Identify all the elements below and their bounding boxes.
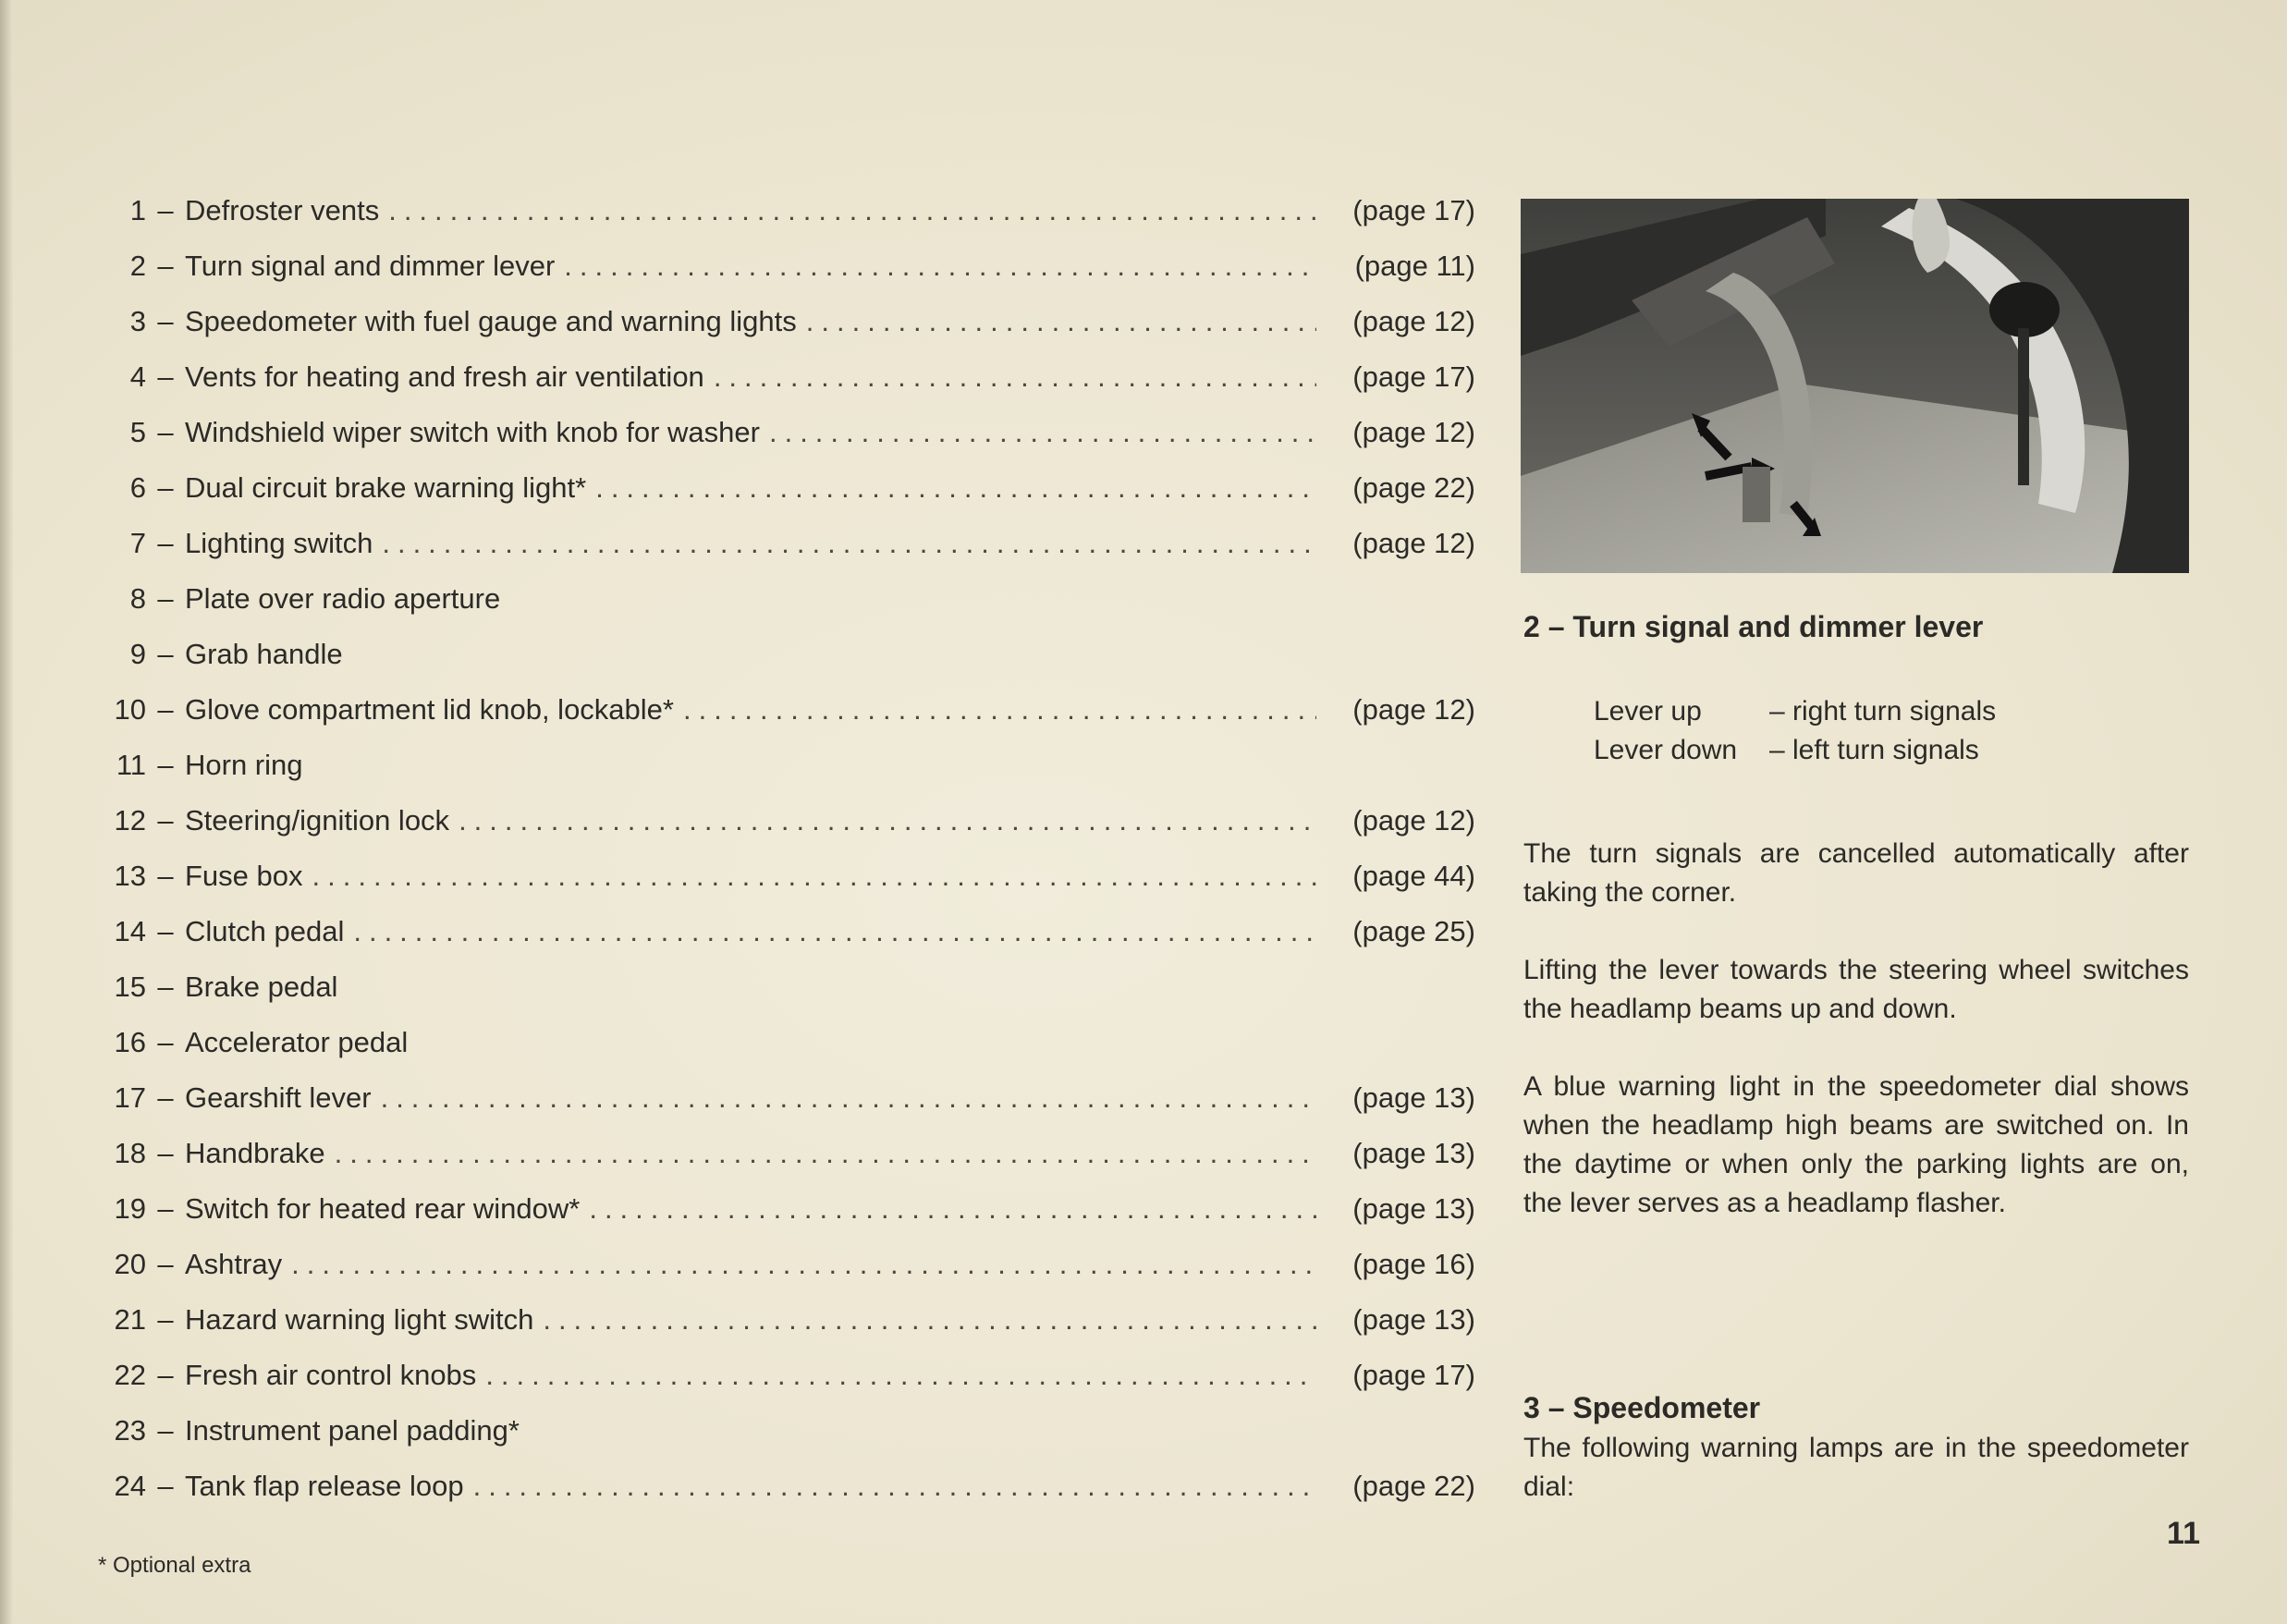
toc-leader-dots <box>769 416 1316 449</box>
toc-leader-dots <box>714 360 1316 394</box>
toc-page-reference: (page 17) <box>1352 1359 1475 1391</box>
toc-item-label: Steering/ignition lock <box>185 804 450 836</box>
toc-item-number: 24 <box>114 1470 146 1502</box>
toc-dash: – <box>157 638 174 670</box>
toc-item-label: Handbrake <box>185 1137 325 1169</box>
toc-item-label: Fresh air control knobs <box>185 1359 477 1391</box>
toc-item-number: 3 <box>129 305 146 337</box>
toc-item-label: Defroster vents <box>185 194 380 226</box>
lever-row-up <box>1594 692 2189 731</box>
toc-row <box>89 1470 1475 1525</box>
toc-row <box>89 1026 1475 1081</box>
toc-item-number: 1 <box>129 194 146 226</box>
toc-page-reference: (page 17) <box>1352 194 1475 226</box>
toc-row <box>89 305 1475 360</box>
toc-page-reference: (page 12) <box>1352 305 1475 337</box>
speedometer-heading: 3 – Speedometer <box>1523 1391 1761 1424</box>
toc-leader-dots <box>473 1470 1316 1503</box>
page-number: 11 <box>2167 1516 2200 1551</box>
toc-dash: – <box>157 1414 174 1447</box>
toc-item-label: Accelerator pedal <box>185 1026 409 1058</box>
toc-page-reference: (page 13) <box>1352 1081 1475 1114</box>
toc-leader-dots <box>353 915 1316 948</box>
toc-row <box>89 1192 1475 1248</box>
toc-page-reference: (page 13) <box>1352 1303 1475 1336</box>
toc-leader-dots <box>595 471 1316 505</box>
toc-item-label: Tank flap release loop <box>185 1470 464 1502</box>
toc-item-number: 16 <box>114 1026 146 1058</box>
toc-item-number: 19 <box>114 1192 146 1225</box>
toc-leader-dots <box>459 804 1316 837</box>
toc-leader-dots <box>312 860 1316 893</box>
toc-leader-dots <box>543 1303 1316 1337</box>
speedometer-paragraph: The following warning lamps are in the speedometer dial: <box>1523 1433 2189 1502</box>
lever-position: Lever up <box>1594 696 1702 727</box>
toc-row <box>89 971 1475 1026</box>
toc-dash: – <box>157 749 174 781</box>
toc-dash: – <box>157 1248 174 1280</box>
toc-item-label: Clutch pedal <box>185 915 345 947</box>
toc-dash: – <box>157 305 174 337</box>
turn-signal-section <box>1523 610 2189 1223</box>
toc-leader-dots <box>335 1137 1316 1170</box>
toc-leader-dots <box>683 693 1316 727</box>
toc-page-reference: (page 16) <box>1352 1248 1475 1280</box>
toc-item-label: Fuse box <box>185 860 303 892</box>
toc-item-label: Instrument panel padding* <box>185 1414 520 1447</box>
toc-item-number: 2 <box>129 250 146 282</box>
toc-dash: – <box>157 1359 174 1391</box>
toc-row <box>89 471 1475 527</box>
toc-leader-dots <box>589 1192 1316 1226</box>
toc-dash: – <box>157 804 174 836</box>
toc-page-reference: (page 12) <box>1352 693 1475 726</box>
toc-row <box>89 1248 1475 1303</box>
footnote: * Optional extra <box>98 1553 251 1578</box>
toc-item-label: Brake pedal <box>185 971 338 1003</box>
turn-signal-paragraph-3: A blue warning light in the speedometer dial shows when the headlamp high beams are switched on. In the daytime or when only the parking lights are on, the lever serves as a headlamp flasher. <box>1523 1071 2189 1218</box>
toc-row <box>89 1303 1475 1359</box>
toc-item-number: 23 <box>114 1414 146 1447</box>
speedometer-section <box>1523 1391 2189 1507</box>
toc-dash: – <box>157 1192 174 1225</box>
toc-item-number: 21 <box>114 1303 146 1336</box>
turn-signal-heading: 2 – Turn signal and dimmer lever <box>1523 610 1984 643</box>
toc-dash: – <box>157 915 174 947</box>
toc-leader-dots <box>806 305 1316 338</box>
toc-item-label: Grab handle <box>185 638 343 670</box>
toc-row <box>89 638 1475 693</box>
toc-item-number: 6 <box>129 471 146 504</box>
toc-page-reference: (page 12) <box>1352 416 1475 448</box>
toc-dash: – <box>157 1470 174 1502</box>
toc-dash: – <box>157 1303 174 1336</box>
lever-position-table <box>1594 692 2189 770</box>
toc-item-label: Turn signal and dimmer lever <box>185 250 556 282</box>
toc-page-reference: (page 17) <box>1352 360 1475 393</box>
toc-item-label: Ashtray <box>185 1248 283 1280</box>
toc-row <box>89 804 1475 860</box>
toc-item-number: 13 <box>114 860 146 892</box>
toc-item-number: 7 <box>129 527 146 559</box>
toc-item-number: 14 <box>114 915 146 947</box>
toc-row <box>89 527 1475 582</box>
toc-item-label: Plate over radio aperture <box>185 582 501 615</box>
toc-row <box>89 1359 1475 1414</box>
toc-item-number: 17 <box>114 1081 146 1114</box>
toc-item-label: Dual circuit brake warning light* <box>185 471 587 504</box>
lever-effect: – right turn signals <box>1769 696 1997 727</box>
turn-signal-lever-photo <box>1521 199 2189 573</box>
toc-dash: – <box>157 527 174 559</box>
toc-row <box>89 915 1475 971</box>
toc-leader-dots <box>388 194 1316 227</box>
toc-dash: – <box>157 1026 174 1058</box>
toc-item-label: Horn ring <box>185 749 303 781</box>
toc-row <box>89 1137 1475 1192</box>
toc-dash: – <box>157 1081 174 1114</box>
toc-row <box>89 860 1475 915</box>
toc-dash: – <box>157 416 174 448</box>
toc-row <box>89 250 1475 305</box>
toc-item-number: 8 <box>129 582 146 615</box>
toc-item-number: 18 <box>114 1137 146 1169</box>
toc-item-label: Gearshift lever <box>185 1081 372 1114</box>
turn-signal-paragraph-1: The turn signals are cancelled automatically after taking the corner. <box>1523 838 2189 908</box>
toc-item-label: Lighting switch <box>185 527 373 559</box>
toc-item-number: 22 <box>114 1359 146 1391</box>
toc-row <box>89 194 1475 250</box>
toc-item-number: 4 <box>129 360 146 393</box>
toc-row <box>89 693 1475 749</box>
toc-dash: – <box>157 360 174 393</box>
toc-row <box>89 360 1475 416</box>
photo-illustration <box>1521 199 2189 573</box>
toc-leader-dots <box>291 1248 1316 1281</box>
toc-page-reference: (page 12) <box>1352 527 1475 559</box>
toc-leader-dots <box>381 1081 1316 1115</box>
toc-item-number: 11 <box>116 749 146 781</box>
toc-page-reference: (page 22) <box>1352 471 1475 504</box>
toc-leader-dots <box>564 250 1316 283</box>
toc-item-number: 12 <box>114 804 146 836</box>
toc-page-reference: (page 13) <box>1352 1192 1475 1225</box>
toc-item-label: Vents for heating and fresh air ventilation <box>185 360 704 393</box>
toc-item-label: Speedometer with fuel gauge and warning lights <box>185 305 797 337</box>
lever-effect: – left turn signals <box>1769 735 1979 765</box>
toc-dash: – <box>157 971 174 1003</box>
toc-item-label: Glove compartment lid knob, lockable* <box>185 693 674 726</box>
toc-item-label: Windshield wiper switch with knob for washer <box>185 416 760 448</box>
lever-row-down <box>1594 731 2189 770</box>
toc-item-number: 20 <box>114 1248 146 1280</box>
toc-dash: – <box>157 471 174 504</box>
toc-page-reference: (page 12) <box>1352 804 1475 836</box>
turn-signal-paragraph-2: Lifting the lever towards the steering wheel switches the headlamp beams up and down. <box>1523 955 2189 1024</box>
toc-dash: – <box>157 582 174 615</box>
controls-index-list <box>89 194 1475 1525</box>
toc-row <box>89 582 1475 638</box>
lever-position: Lever down <box>1594 735 1738 765</box>
toc-dash: – <box>157 1137 174 1169</box>
toc-item-number: 15 <box>114 971 146 1003</box>
toc-item-label: Switch for heated rear window* <box>185 1192 581 1225</box>
toc-dash: – <box>157 693 174 726</box>
toc-leader-dots <box>382 527 1316 560</box>
toc-dash: – <box>157 194 174 226</box>
toc-row <box>89 1081 1475 1137</box>
toc-row <box>89 749 1475 804</box>
toc-leader-dots <box>485 1359 1316 1392</box>
toc-row <box>89 1414 1475 1470</box>
toc-page-reference: (page 44) <box>1352 860 1475 892</box>
toc-dash: – <box>157 250 174 282</box>
toc-page-reference: (page 25) <box>1352 915 1475 947</box>
toc-page-reference: (page 22) <box>1352 1470 1475 1502</box>
page-spine-shadow <box>0 0 13 1624</box>
toc-page-reference: (page 13) <box>1352 1137 1475 1169</box>
toc-page-reference: (page 11) <box>1354 250 1475 282</box>
toc-item-number: 9 <box>129 638 146 670</box>
toc-item-label: Hazard warning light switch <box>185 1303 534 1336</box>
toc-item-number: 10 <box>114 693 146 726</box>
toc-item-number: 5 <box>129 416 146 448</box>
toc-row <box>89 416 1475 471</box>
toc-dash: – <box>157 860 174 892</box>
